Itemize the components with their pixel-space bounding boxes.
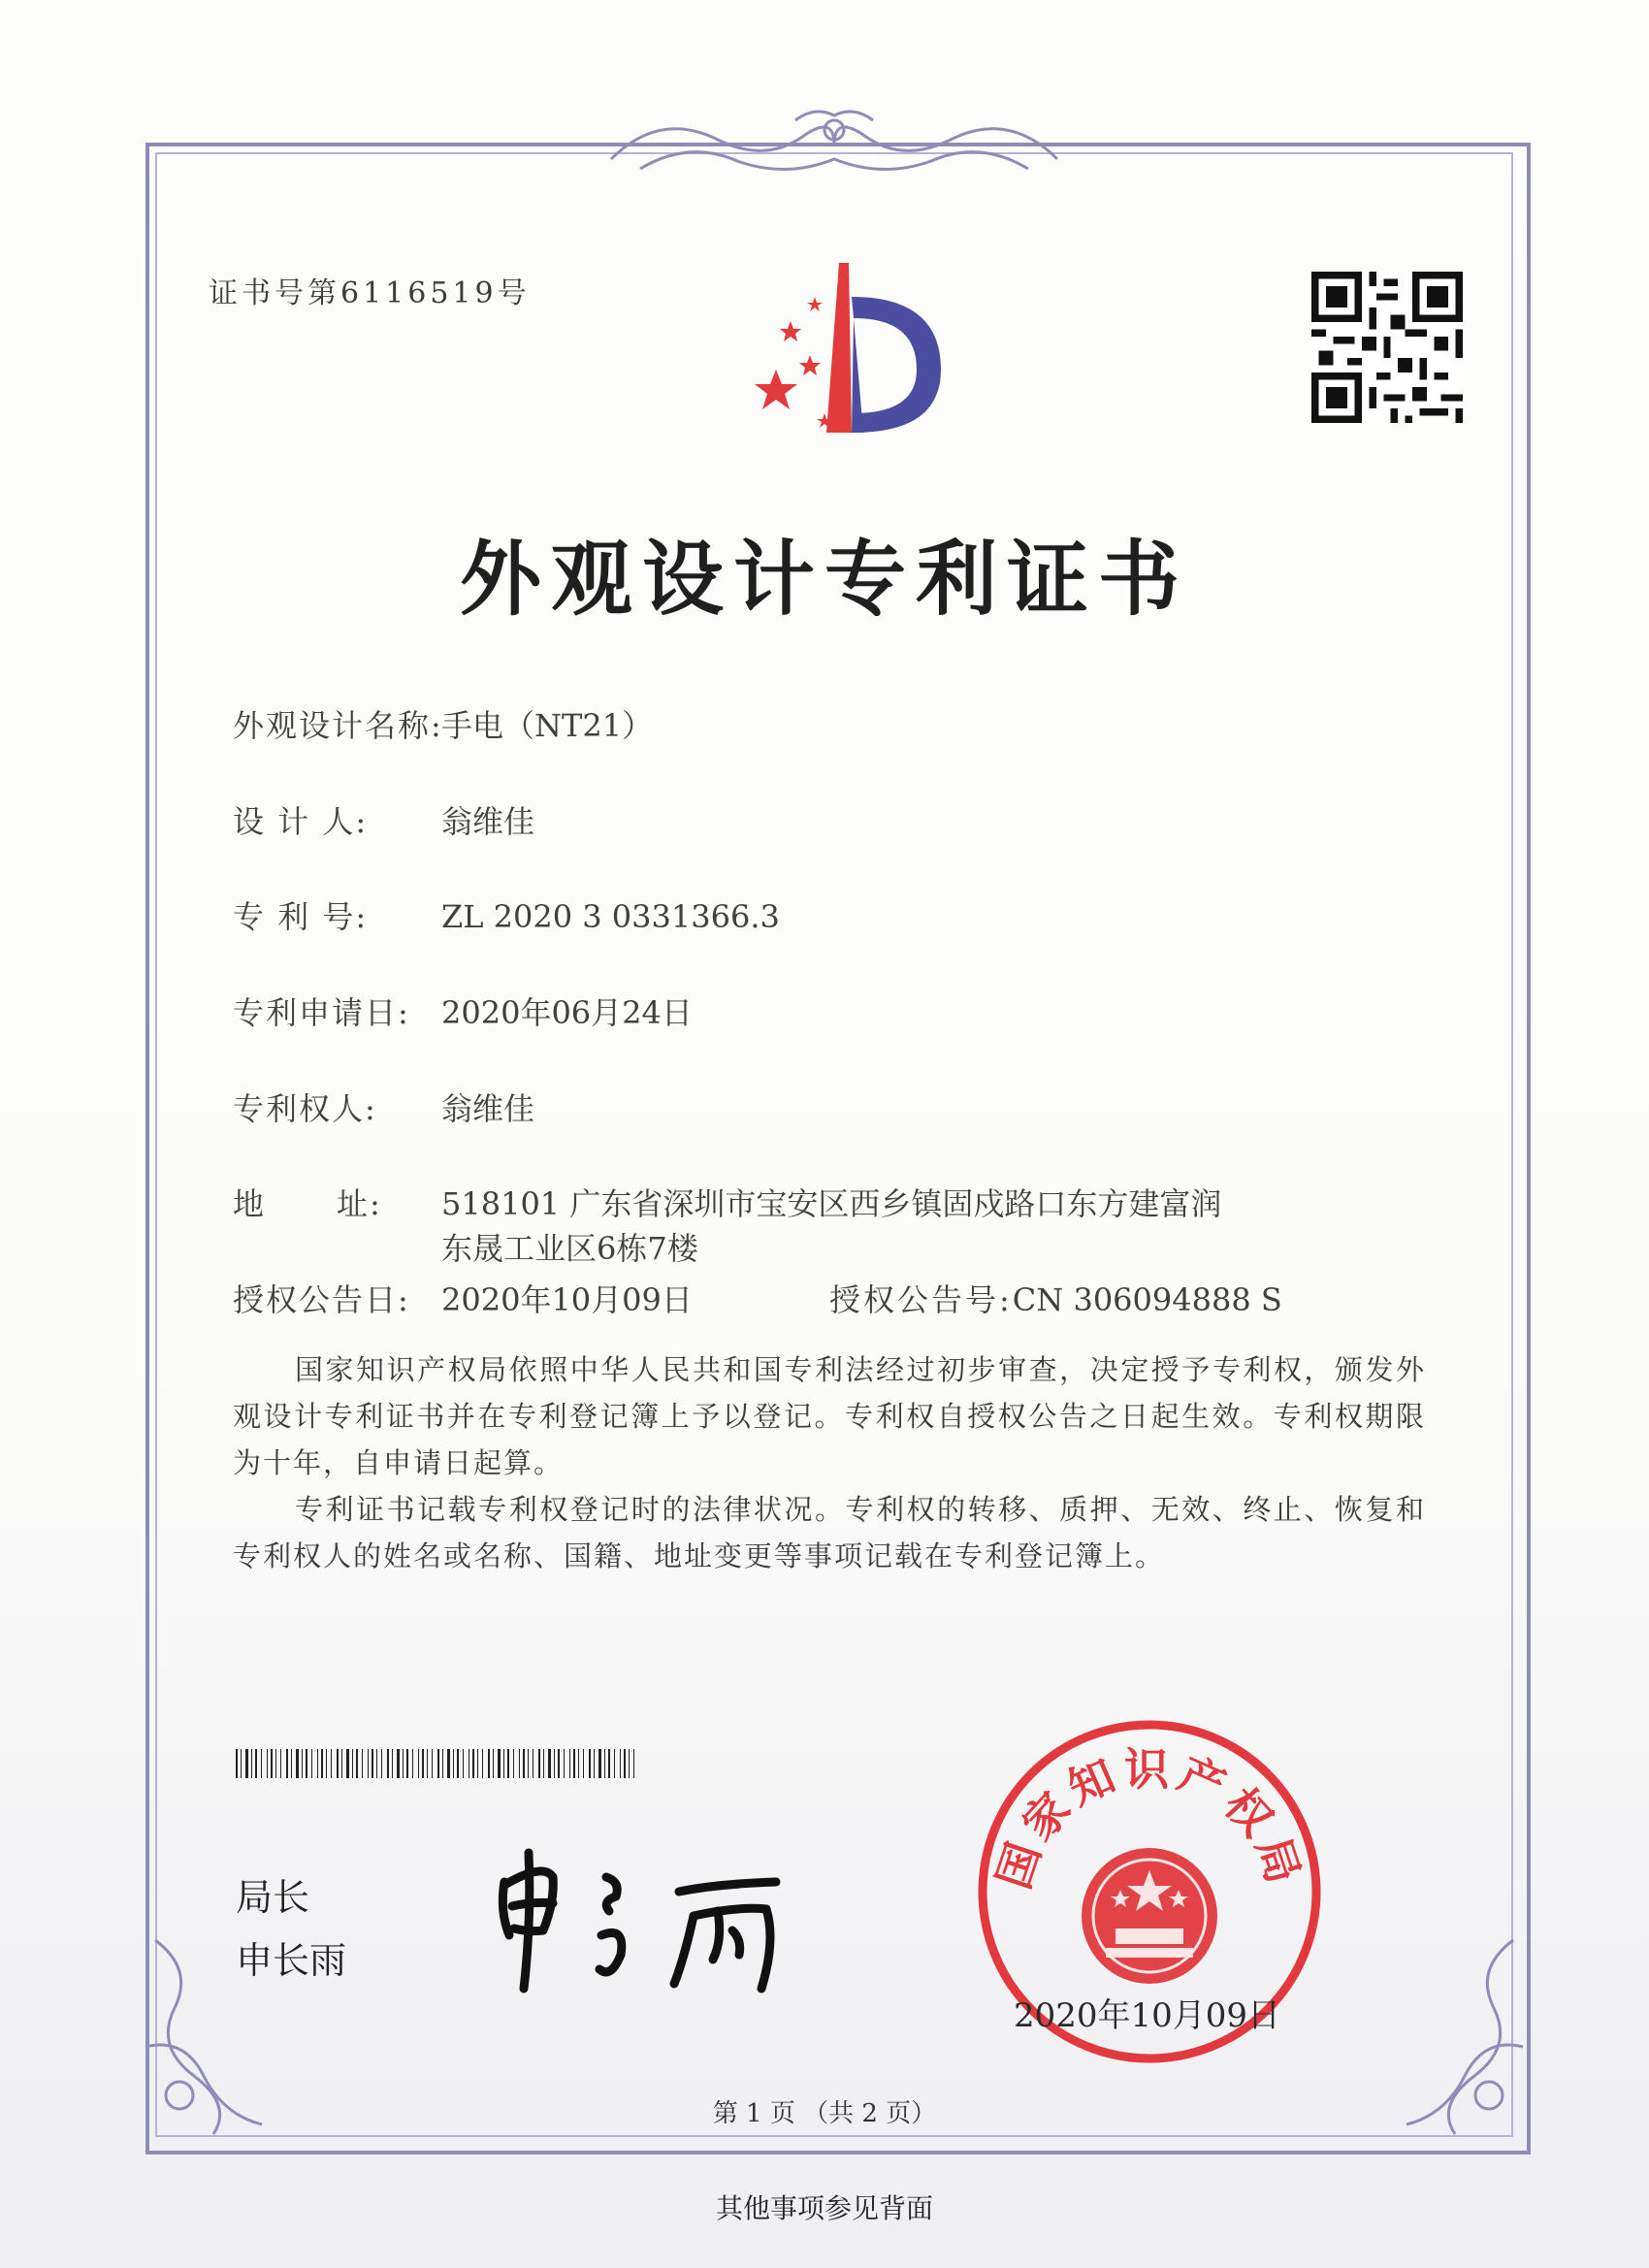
director-name: 申长雨 bbox=[236, 1939, 347, 1982]
design-name-value: 手电（NT21） bbox=[441, 707, 654, 744]
grant-number-value: CN 306094888 S bbox=[1012, 1281, 1282, 1318]
certificate-title: 外观设计专利证书 bbox=[459, 531, 1189, 627]
page-number: 第 1 页 （共 2 页） bbox=[712, 2099, 937, 2128]
address-label: 地 址: bbox=[233, 1185, 382, 1222]
top-ornament bbox=[601, 101, 1067, 188]
body-paragraph-1: 国家知识产权局依照中华人民共和国专利法经过初步审查，决定授予专利权，颁发外观设计专利证书并在专利登记簿上予以登记。专利权自授权公告之日起生效。专利权期限为十年，自申请日起算。 bbox=[233, 1353, 1426, 1479]
application-date-label: 专利申请日: bbox=[233, 994, 410, 1031]
design-name-row bbox=[233, 701, 653, 746]
grant-date-label: 授权公告日: bbox=[233, 1281, 410, 1318]
designer-row bbox=[233, 797, 534, 842]
seal-text: 国家知识产权局 bbox=[986, 1743, 1312, 1895]
director-title: 局长 bbox=[236, 1876, 310, 1919]
address-line2: 东晟工业区6栋7楼 bbox=[441, 1230, 698, 1267]
seal-date: 2020年10月09日 bbox=[1014, 1996, 1281, 2035]
patent-number-label: 专 利 号: bbox=[233, 898, 369, 935]
patentee-row bbox=[233, 1085, 534, 1129]
grant-number-label: 授权公告号: bbox=[829, 1281, 1013, 1318]
grant-date-row bbox=[233, 1276, 693, 1320]
handwritten-signature bbox=[485, 1824, 844, 1998]
cnipa-logo bbox=[718, 258, 951, 442]
address-line1: 518101 广东省深圳市宝安区西乡镇固戍路口东方建富润 bbox=[441, 1185, 1222, 1222]
address-row bbox=[233, 1180, 1221, 1224]
barcode bbox=[236, 1749, 635, 1778]
qr-code bbox=[1311, 272, 1463, 423]
patent-number-row bbox=[233, 892, 780, 937]
designer-value: 翁维佳 bbox=[441, 803, 535, 840]
design-name-label: 外观设计名称: bbox=[233, 707, 443, 744]
grant-date-value: 2020年10月09日 bbox=[441, 1281, 693, 1318]
application-date-value: 2020年06月24日 bbox=[441, 994, 693, 1031]
patent-number-value: ZL 2020 3 0331366.3 bbox=[441, 898, 780, 935]
designer-label: 设 计 人: bbox=[233, 803, 369, 840]
footer-note: 其他事项参见背面 bbox=[715, 2192, 933, 2224]
application-date-row bbox=[233, 988, 693, 1033]
patentee-label: 专利权人: bbox=[233, 1090, 377, 1127]
certificate-number: 证书号第6116519号 bbox=[209, 276, 531, 310]
grant-number-row bbox=[829, 1276, 1282, 1320]
body-paragraph-2: 专利证书记载专利权登记时的法律状况。专利权的转移、质押、无效、终止、恢复和专利权人的姓名或名称、国籍、地址变更等事项记载在专利登记簿上。 bbox=[233, 1493, 1426, 1572]
patentee-value: 翁维佳 bbox=[441, 1090, 535, 1127]
